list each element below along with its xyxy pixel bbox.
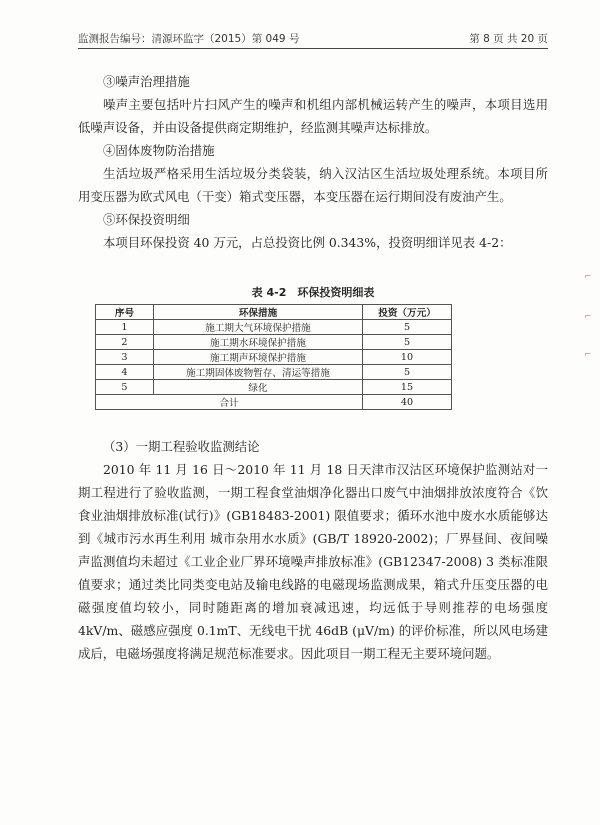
investment-heading: ⑤环保投资明细 xyxy=(103,212,190,227)
row-amount: 5 xyxy=(363,320,452,335)
row-no: 2 xyxy=(96,335,154,350)
row-no: 3 xyxy=(96,350,154,365)
table-total-row xyxy=(96,395,452,410)
page-content xyxy=(78,70,548,665)
total-value: 40 xyxy=(363,395,452,410)
solid-waste-heading: ④固体废物防治措施 xyxy=(103,143,215,158)
investment-paragraph: 本项目环保投资 40 万元，占总投资比例 0.343%，投资明细详见表 4-2： xyxy=(103,235,512,250)
solid-waste-paragraph: 生活垃圾严格采用生活垃圾分类袋装，纳入汉沽区生活垃圾处理系统。本项目所用变压器为欧式风电（干变）箱式变压器，本变压器在运行期间没有废油产生。 xyxy=(78,166,548,204)
row-measure: 施工期大气环境保护措施 xyxy=(153,320,362,335)
page-header xyxy=(78,30,548,49)
row-no: 1 xyxy=(96,320,154,335)
row-measure: 施工期声环境保护措施 xyxy=(153,350,362,365)
investment-table xyxy=(95,304,452,410)
table-row xyxy=(96,365,452,380)
table-row xyxy=(96,335,452,350)
row-measure: 绿化 xyxy=(153,380,362,395)
table-row xyxy=(96,380,452,395)
noise-heading: ③噪声治理措施 xyxy=(103,74,190,89)
table-row xyxy=(96,320,452,335)
total-label: 合计 xyxy=(96,395,363,410)
row-no: 4 xyxy=(96,365,154,380)
seal-edge-mark: ⌐ xyxy=(584,312,592,322)
seal-edge-mark: ⌐ xyxy=(584,272,592,282)
table-header-row xyxy=(96,305,452,320)
row-amount: 15 xyxy=(363,380,452,395)
row-amount: 5 xyxy=(363,365,452,380)
seal-edge-mark: ⌐ xyxy=(584,350,592,360)
header-no: 序号 xyxy=(96,305,154,320)
header-measure: 环保措施 xyxy=(153,305,362,320)
acceptance-heading: （3）一期工程验收监测结论 xyxy=(103,439,260,454)
table-row xyxy=(96,350,452,365)
noise-paragraph: 噪声主要包括叶片扫风产生的噪声和机组内部机械运转产生的噪声，本项目选用低噪声设备，并由设备提供商定期维护，经监测其噪声达标排放。 xyxy=(78,97,548,135)
row-measure: 施工期水环境保护措施 xyxy=(153,335,362,350)
report-number: 监测报告编号：清源环监字（2015）第 049 号 xyxy=(78,33,300,45)
table-title: 表 4-2 环保投资明细表 xyxy=(251,286,375,299)
acceptance-paragraph: 2010 年 11 月 16 日～2010 年 11 月 18 日天津市汉沽区环境保护监测站对一期工程进行了验收监测，一期工程食堂油烟净化器出口废气中油烟排放浓度符合《饮食业油烟排放标准(试行)》(GB18483-2001) 限值要求；循环水池中废水水质能够达到《城市污水再生利用 城市杂用水水质》(GB/T 18920-2002)；厂界昼间、夜间噪声监测值均未超过《工业企业厂界环境噪声排放标准》(GB12347-2008) 3 类标准限值要求；通过类比同类变电站及输电线路的电磁现场监测成果，箱式升压变压器的电磁强度值均较小，同时随距离的增加衰减迅速，均远低于导则推荐的电场强度 4kV/m、磁感应强度 0.1mT、无线电干扰 46dB (μV/m) 的评价标准，所以风电场建成后，电磁场强度将满足规范标准要求。因此项目一期工程无主要环境问题。 xyxy=(78,462,548,661)
row-amount: 10 xyxy=(363,350,452,365)
row-no: 5 xyxy=(96,380,154,395)
header-amount: 投资（万元） xyxy=(363,305,452,320)
row-amount: 5 xyxy=(363,335,452,350)
page-number: 第 8 页 共 20 页 xyxy=(469,33,548,45)
row-measure: 施工期固体废物暂存、清运等措施 xyxy=(153,365,362,380)
